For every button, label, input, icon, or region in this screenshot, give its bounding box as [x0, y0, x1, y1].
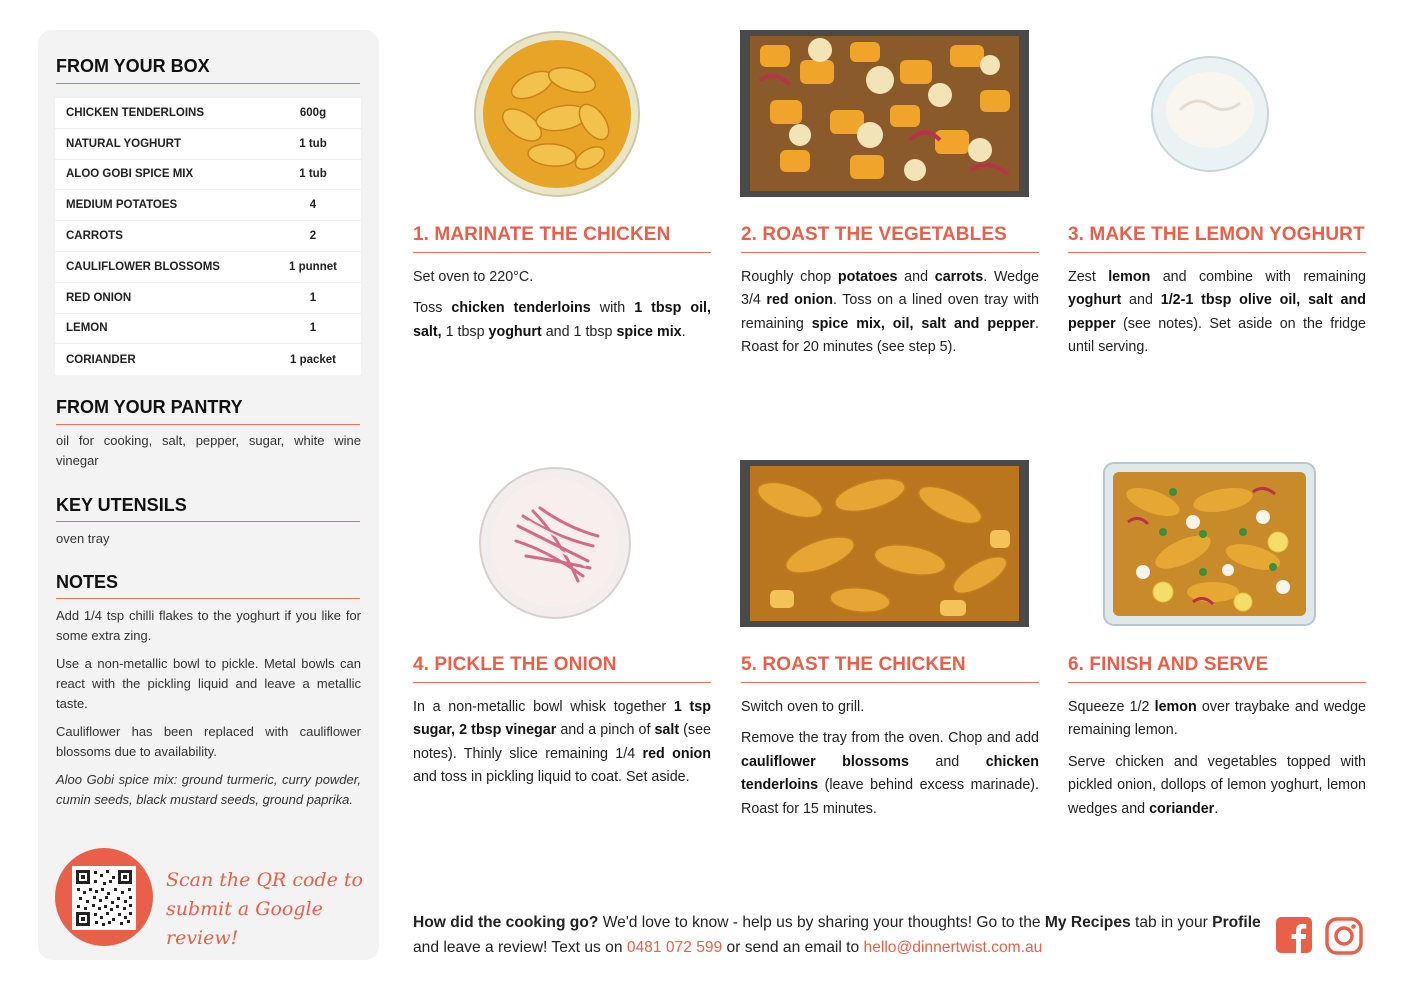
ingredient-highlight: chicken tenderloins	[451, 300, 591, 317]
ingredient-name: MEDIUM POTATOES	[66, 199, 178, 212]
step-paragraph	[741, 696, 1039, 719]
instruction-text: Serve chicken and vegetables topped with pickled onion, dollops of lemon yoghurt, lemon wedges and	[1068, 753, 1366, 817]
instruction-text: . Wedge 3/4	[741, 269, 1039, 309]
notes-heading: NOTES	[56, 572, 119, 592]
instruction-text: (leave behind excess marinade). Roast for 15 minutes.	[741, 777, 1039, 817]
ingredient-row	[55, 221, 361, 252]
ingredient-highlight: 1 tsp sugar, 2 tbsp vinegar	[413, 699, 711, 739]
qr-badge[interactable]	[55, 848, 153, 946]
qr-cta-text	[166, 866, 366, 953]
instruction-text: Squeeze 1/2	[1068, 699, 1155, 715]
step-paragraph	[413, 297, 711, 344]
ingredient-highlight: yoghurt	[1068, 292, 1122, 309]
step-card	[413, 654, 711, 798]
ingredient-highlight: potatoes	[837, 269, 898, 285]
ingredient-qty: 1	[309, 322, 317, 335]
ingredient-qty: 1 tub	[299, 137, 327, 150]
ingredient-qty: 1 packet	[289, 353, 337, 366]
review-question: How did the cooking go?	[413, 914, 599, 931]
sidebar	[38, 30, 379, 960]
step-title: 2. ROAST THE VEGETABLES	[741, 224, 1039, 253]
step-card	[413, 224, 711, 352]
step-title: 4. PICKLE THE ONION	[413, 654, 711, 683]
ingredient-qty: 4	[309, 199, 317, 212]
from-box-heading: FROM YOUR BOX	[56, 56, 210, 76]
pantry-text: oil for cooking, salt, pepper, sugar, white wine vinegar	[56, 433, 361, 468]
step-card	[1068, 224, 1366, 368]
ingredient-highlight: red onion	[766, 292, 834, 309]
ingredient-name: CORIANDER	[66, 353, 136, 366]
ingredient-highlight: spice mix	[616, 323, 682, 340]
instruction-text: Remove the tray from the oven. Chop and add	[741, 730, 1039, 747]
instruction-text: Toss	[413, 300, 452, 317]
ingredient-highlight: 1 tbsp oil, salt,	[413, 300, 711, 340]
ingredient-row	[55, 190, 361, 221]
note-item: Cauliflower has been replaced with cauliflower blossoms due to availability.	[56, 724, 361, 759]
note-item: Add 1/4 tsp chilli flakes to the yoghurt if you like for some extra zing.	[56, 608, 361, 643]
ingredient-qty: 600g	[299, 106, 327, 119]
pickled-onion-bowl-image	[478, 466, 633, 621]
step-paragraph	[413, 266, 711, 289]
marinated-chicken-bowl-image	[472, 30, 642, 198]
instruction-text: . Toss on a lined oven tray with remaining	[741, 292, 1039, 332]
instruction-text: . Roast for 20 minutes (see step 5).	[741, 315, 1039, 356]
ingredient-highlight: 1/2-1 tbsp olive oil, salt and pepper	[1068, 292, 1366, 332]
step-body	[413, 696, 711, 790]
instruction-text: (see notes). Thinly slice remaining 1/4	[413, 722, 711, 762]
instruction-text: .	[681, 323, 686, 340]
email-link[interactable]: hello@dinnertwist.com.au	[863, 939, 1043, 956]
notes-list	[56, 606, 361, 818]
instruction-text: Set oven to 220°C.	[413, 269, 534, 285]
step-paragraph	[1068, 696, 1366, 743]
instruction-text: and combine with remaining	[1150, 269, 1366, 285]
qr-cta-line: submit a Google review!	[166, 898, 323, 949]
ingredient-name: CHICKEN TENDERLOINS	[66, 106, 205, 119]
step-card	[741, 224, 1039, 368]
divider	[56, 598, 360, 599]
step-title: 5. ROAST THE CHICKEN	[741, 654, 1039, 683]
step-paragraph	[741, 266, 1039, 360]
instruction-text: with	[590, 300, 635, 317]
note-item: Use a non-metallic bowl to pickle. Metal bowls can react with the pickling liquid and leave a metallic taste.	[56, 656, 361, 711]
instruction-text: Zest	[1068, 269, 1109, 285]
ingredient-row	[55, 129, 361, 160]
instruction-text: 1 tbsp	[441, 323, 489, 340]
review-text: or send an email to	[722, 939, 864, 956]
step-paragraph	[1068, 266, 1366, 360]
ingredient-row	[55, 160, 361, 191]
ingredient-qty: 2	[309, 230, 317, 243]
instruction-text: .	[1214, 800, 1219, 817]
ingredient-qty: 1 punnet	[289, 260, 337, 273]
profile-link[interactable]: Profile	[1212, 914, 1261, 931]
step-paragraph	[741, 727, 1039, 821]
ingredient-row	[55, 344, 361, 375]
ingredient-highlight: salt	[654, 722, 680, 739]
instruction-text: over traybake and wedge remaining lemon.	[1068, 699, 1366, 739]
ingredients-table	[55, 98, 361, 375]
ingredient-highlight: coriander	[1149, 800, 1215, 817]
ingredient-qty: 1	[309, 291, 317, 304]
finished-traybake-image	[1103, 462, 1316, 626]
instruction-text: and toss in pickling liquid to coat. Set aside.	[413, 769, 690, 786]
divider	[56, 83, 360, 84]
instagram-icon[interactable]	[1325, 917, 1363, 955]
step-title: 6. FINISH AND SERVE	[1068, 654, 1366, 683]
ingredient-name: NATURAL YOGHURT	[66, 137, 181, 150]
ingredient-highlight: cauliflower blossoms	[741, 753, 909, 770]
note-item: Aloo Gobi spice mix: ground turmeric, curry powder, cumin seeds, black mustard seeds, ground paprika.	[56, 772, 361, 807]
ingredient-row	[55, 283, 361, 314]
ingredient-highlight: chicken tenderloins	[741, 753, 1039, 794]
step-body	[741, 266, 1039, 360]
ingredient-name: LEMON	[66, 322, 108, 335]
instruction-text: and 1 tbsp	[541, 323, 617, 340]
ingredient-name: ALOO GOBI SPICE MIX	[66, 168, 194, 181]
ingredient-highlight: lemon	[1108, 269, 1151, 285]
ingredient-name: RED ONION	[66, 291, 132, 304]
step-card	[741, 654, 1039, 829]
lemon-yoghurt-bowl-image	[1150, 55, 1270, 173]
step-paragraph	[413, 696, 711, 790]
roast-chicken-tray-image	[740, 460, 1029, 627]
instruction-text: Roughly chop	[741, 269, 838, 285]
ingredient-qty: 1 tub	[299, 168, 327, 181]
step-paragraph	[1068, 751, 1366, 821]
ingredient-row	[55, 314, 361, 345]
instruction-text: and a pinch of	[556, 722, 655, 739]
instruction-text: (see notes). Set aside on the fridge until serving.	[1068, 315, 1366, 356]
divider	[56, 521, 360, 522]
step-title: 1. MARINATE THE CHICKEN	[413, 224, 711, 253]
step-body	[1068, 696, 1366, 821]
review-text: We'd love to know - help us by sharing your thoughts! Go to the	[598, 914, 1045, 931]
instruction-text: and	[908, 753, 986, 770]
ingredient-highlight: carrots	[934, 269, 984, 285]
ingredient-highlight: lemon	[1154, 699, 1197, 715]
phone-link[interactable]: 0481 072 599	[626, 939, 723, 956]
ingredient-row	[55, 98, 361, 129]
pantry-heading: FROM YOUR PANTRY	[56, 397, 243, 417]
step-body	[741, 696, 1039, 821]
utensils-text: oven tray	[56, 531, 110, 546]
divider	[56, 424, 360, 425]
facebook-icon[interactable]	[1276, 917, 1314, 955]
instruction-text: and	[1121, 292, 1161, 309]
ingredient-name: CARROTS	[66, 230, 123, 243]
instruction-text: Switch oven to grill.	[741, 699, 865, 715]
ingredient-highlight: yoghurt	[488, 323, 542, 340]
roast-vegetables-tray-image	[740, 30, 1029, 197]
instruction-text: In a non-metallic bowl whisk together	[413, 699, 674, 715]
qr-code-icon[interactable]	[72, 866, 136, 930]
ingredient-row	[55, 252, 361, 283]
instruction-text: and	[897, 269, 935, 285]
ingredient-name: CAULIFLOWER BLOSSOMS	[66, 260, 220, 273]
qr-cta-line: Scan the QR code to	[166, 869, 363, 891]
step-body	[413, 266, 711, 344]
step-body	[1068, 266, 1366, 360]
ingredient-highlight: spice mix, oil, salt and pepper	[811, 315, 1035, 332]
review-text: tab in your	[1130, 914, 1213, 931]
review-text: and leave a review! Text us on	[413, 939, 627, 956]
utensils-heading: KEY UTENSILS	[56, 495, 187, 515]
step-card	[1068, 654, 1366, 829]
my-recipes-link[interactable]: My Recipes	[1044, 914, 1131, 931]
ingredient-highlight: red onion	[642, 745, 712, 762]
review-prompt	[413, 910, 1263, 960]
step-title: 3. MAKE THE LEMON YOGHURT	[1068, 224, 1366, 253]
